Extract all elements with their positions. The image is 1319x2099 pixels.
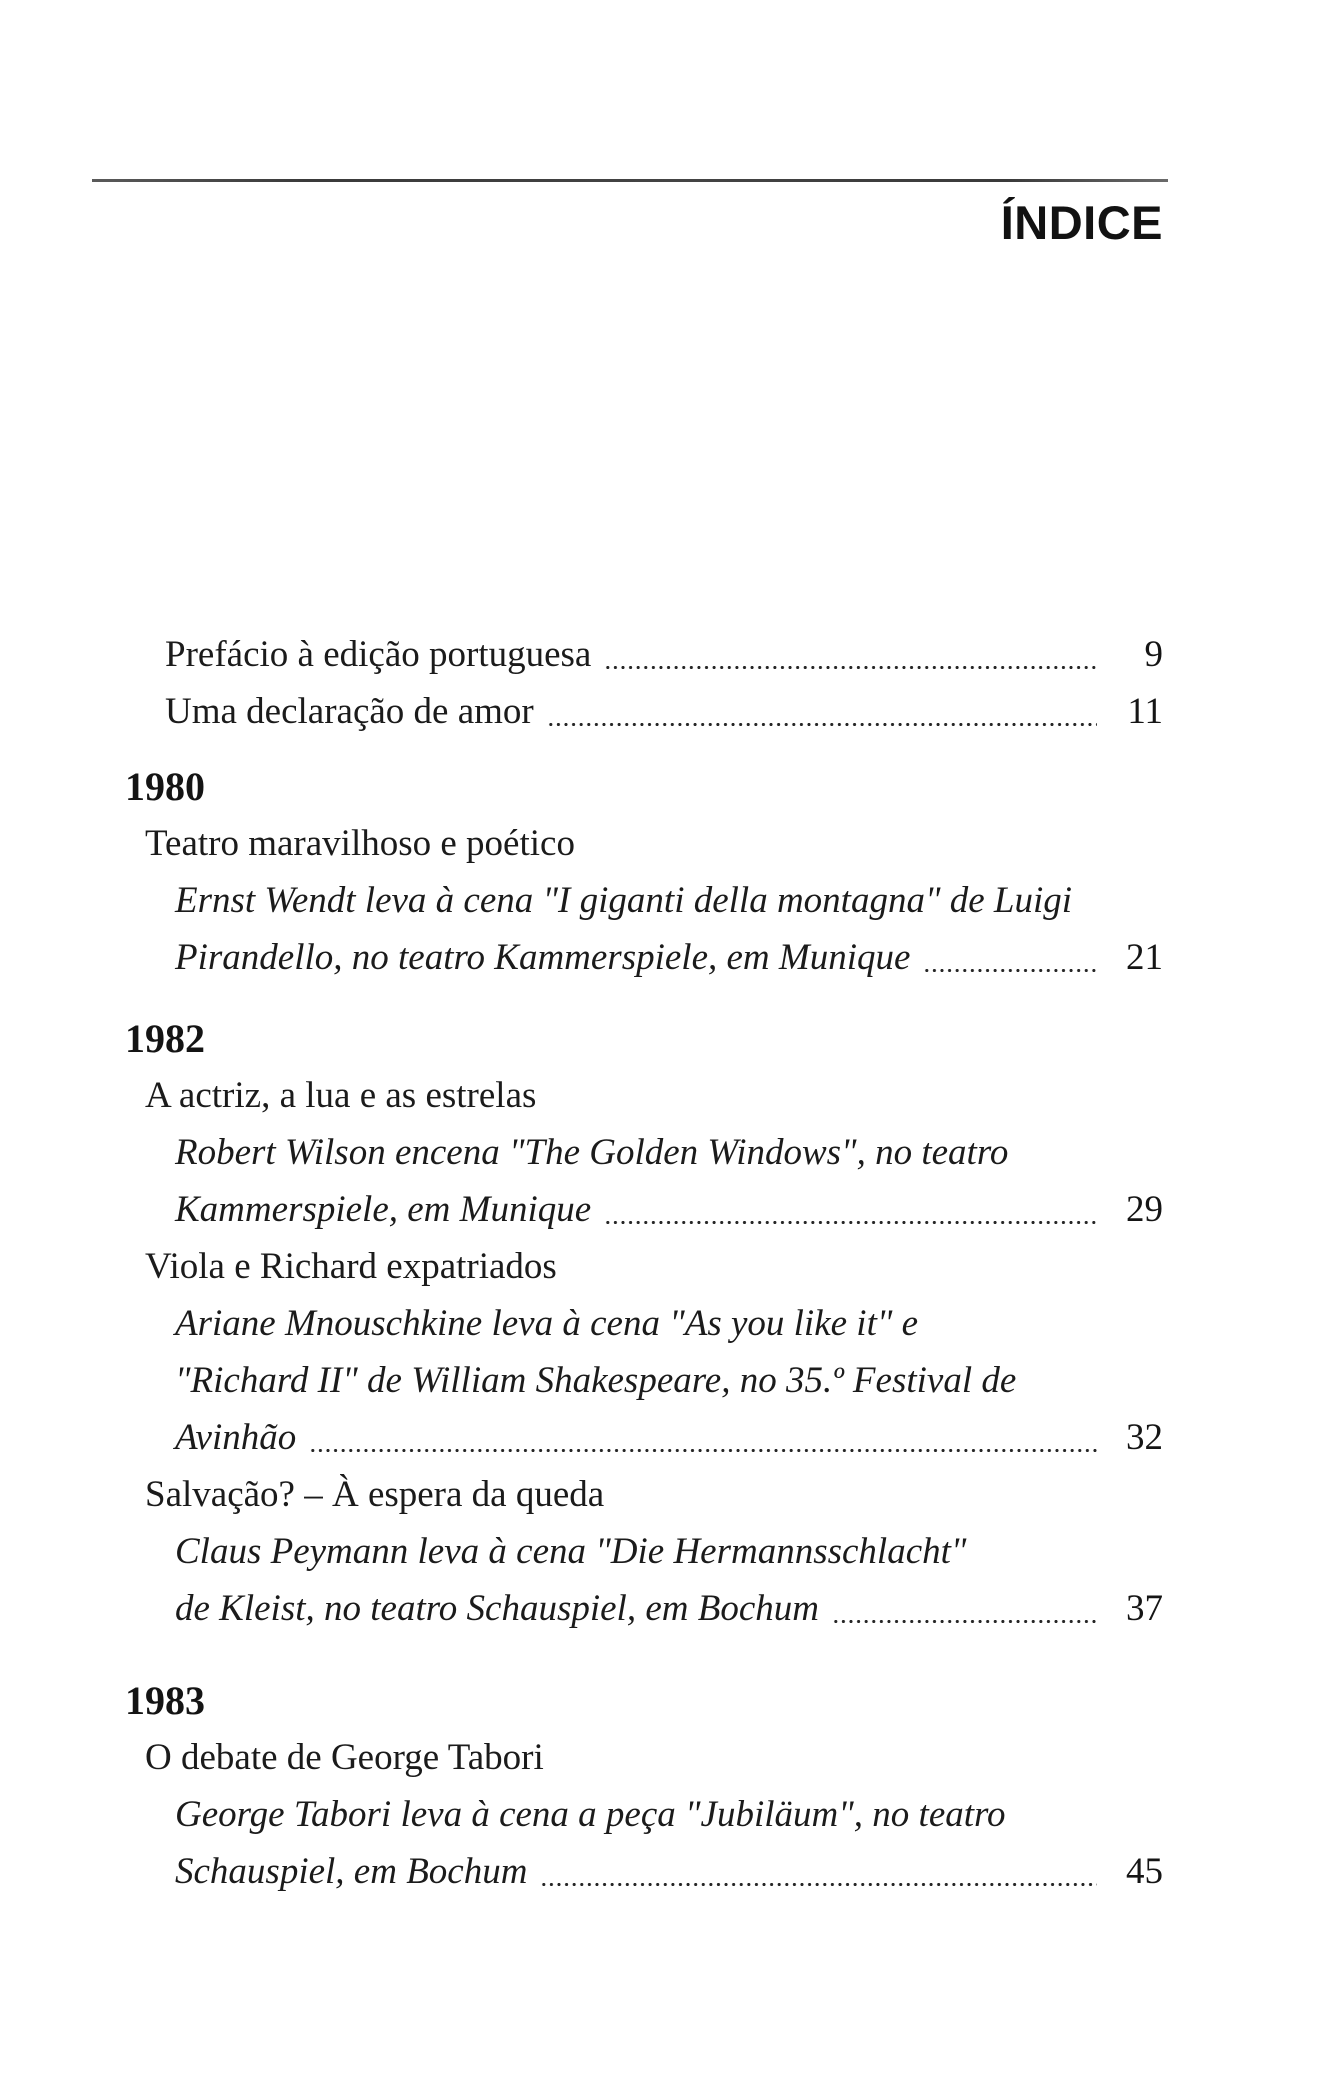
toc-page-number: 32 bbox=[1126, 1417, 1163, 1458]
toc-entry-text: "Richard II" de William Shakespeare, no 35.º Festival de bbox=[175, 1360, 1017, 1401]
toc-year-text: 1983 bbox=[125, 1678, 205, 1723]
dot-leader bbox=[604, 665, 1097, 670]
toc-page-number: 21 bbox=[1126, 937, 1163, 978]
toc-subentry-row bbox=[125, 1843, 1163, 1900]
toc-entry-text: Ariane Mnouschkine leva à cena "As you like it" e bbox=[175, 1303, 919, 1344]
toc-entry-text: Prefácio à edição portuguesa bbox=[165, 634, 592, 675]
toc-entry-text: Kammerspiele, em Munique bbox=[175, 1189, 592, 1230]
toc-entry-text: Avinhão bbox=[175, 1417, 297, 1458]
toc-year-text: 1980 bbox=[125, 764, 205, 809]
toc-entry-row bbox=[125, 1466, 1163, 1523]
toc-entry-text: O debate de George Tabori bbox=[145, 1737, 544, 1778]
dot-leader bbox=[547, 722, 1097, 727]
toc-subentry-row bbox=[125, 1580, 1163, 1637]
toc-page-number: 45 bbox=[1126, 1851, 1163, 1892]
toc-page-number: 9 bbox=[1144, 634, 1163, 675]
toc-page-number: 37 bbox=[1126, 1588, 1163, 1629]
page-title: ÍNDICE bbox=[1000, 196, 1163, 249]
toc-entry-text: Teatro maravilhoso e poético bbox=[145, 823, 575, 864]
dot-leader bbox=[923, 968, 1097, 973]
toc-entry-text: Viola e Richard expatriados bbox=[145, 1246, 557, 1287]
toc-entry-row bbox=[125, 1238, 1163, 1295]
toc-subentry-row bbox=[125, 1352, 1163, 1409]
toc-year-heading bbox=[125, 1010, 1163, 1067]
header-rule bbox=[92, 179, 1168, 182]
toc-subentry-row bbox=[125, 1523, 1163, 1580]
toc-entry-text: Claus Peymann leva à cena "Die Hermannsschlacht" bbox=[175, 1531, 967, 1572]
dot-leader bbox=[604, 1220, 1097, 1225]
toc-entry-text: de Kleist, no teatro Schauspiel, em Bochum bbox=[175, 1588, 819, 1629]
toc-subentry-row bbox=[125, 1181, 1163, 1238]
toc-subentry-row bbox=[125, 1409, 1163, 1466]
toc-page-number: 29 bbox=[1126, 1189, 1163, 1230]
toc-subentry-row bbox=[125, 929, 1163, 986]
toc-year-heading bbox=[125, 1672, 1163, 1729]
toc-entry-row bbox=[125, 1067, 1163, 1124]
toc-entry-row bbox=[125, 683, 1163, 740]
toc-entry-text: Salvação? – À espera da queda bbox=[145, 1474, 605, 1515]
toc-entry-text: Uma declaração de amor bbox=[165, 691, 534, 732]
table-of-contents bbox=[125, 626, 1163, 1900]
toc-entry-row bbox=[125, 1729, 1163, 1786]
toc-year-text: 1982 bbox=[125, 1016, 205, 1061]
toc-entry-text: George Tabori leva à cena a peça "Jubiläum", no teatro bbox=[175, 1794, 1006, 1835]
toc-entry-text: A actriz, a lua e as estrelas bbox=[145, 1075, 537, 1116]
dot-leader bbox=[540, 1882, 1097, 1887]
toc-subentry-row bbox=[125, 872, 1163, 929]
toc-subentry-row bbox=[125, 1786, 1163, 1843]
toc-subentry-row bbox=[125, 1295, 1163, 1352]
toc-entry-text: Pirandello, no teatro Kammerspiele, em Munique bbox=[175, 937, 911, 978]
toc-subentry-row bbox=[125, 1124, 1163, 1181]
toc-year-heading bbox=[125, 758, 1163, 815]
dot-leader bbox=[309, 1448, 1097, 1453]
toc-entry-text: Schauspiel, em Bochum bbox=[175, 1851, 528, 1892]
toc-page-number: 11 bbox=[1127, 691, 1163, 732]
toc-entry-row bbox=[125, 626, 1163, 683]
toc-entry-row bbox=[125, 815, 1163, 872]
toc-entry-text: Robert Wilson encena "The Golden Windows", no teatro bbox=[175, 1132, 1009, 1173]
toc-entry-text: Ernst Wendt leva à cena "I giganti della montagna" de Luigi bbox=[175, 880, 1073, 921]
dot-leader bbox=[832, 1619, 1097, 1624]
